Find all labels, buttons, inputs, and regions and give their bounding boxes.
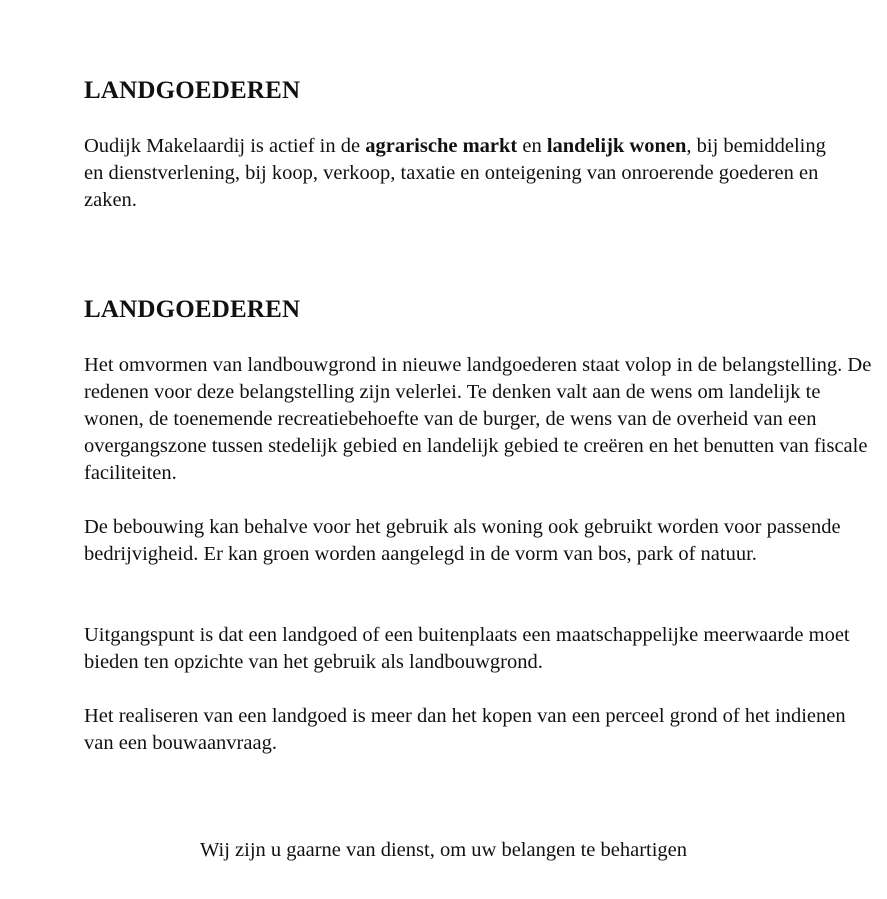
body-paragraph-2: De bebouwing kan behalve voor het gebruik als woning ook gebruikt worden voor passende bedrijvigheid. Er kan groen worden aangelegd in de vorm van bos, park of natuur. <box>84 516 841 565</box>
intro-bold-landelijk-wonen: landelijk wonen <box>546 135 687 157</box>
body-paragraph-3: Uitgangspunt is dat een landgoed of een buitenplaats een maatschappelijke meerwaarde moet bieden ten opzichte van het gebruik als landbouwgrond. <box>84 624 850 673</box>
body-paragraph-1: Het omvormen van landbouwgrond in nieuwe landgoederen staat volop in de belangstelling. De redenen voor deze belangstelling zijn velerlei. Te denken valt aan de wens om landelijk te wonen, de toenemende recreatiebehoefte van de burger, de wens van de overheid van een overgangszone tussen stedelijk gebied en landelijk gebied te creëren en het benutten van fiscale faciliteiten. <box>84 354 872 484</box>
closing-line: Wij zijn u gaarne van dienst, om uw belangen te behartigen <box>199 839 688 861</box>
section-heading-1: LANDGOEDEREN <box>84 77 301 104</box>
intro-text-3: , bij bemiddeling en dienstverlening, bij koop, verkoop, taxatie en onteigening van onroerende goederen en zaken. <box>84 135 826 211</box>
intro-bold-agrarische-markt: agrarische markt <box>365 135 518 157</box>
intro-text-2: en <box>517 135 547 157</box>
intro-paragraph <box>84 133 844 214</box>
intro-text-1: Oudijk Makelaardij is actief in de <box>84 135 366 157</box>
section-heading-2: LANDGOEDEREN <box>84 296 301 323</box>
body-paragraph-4: Het realiseren van een landgoed is meer dan het kopen van een perceel grond of het indienen van een bouwaanvraag. <box>84 705 846 754</box>
